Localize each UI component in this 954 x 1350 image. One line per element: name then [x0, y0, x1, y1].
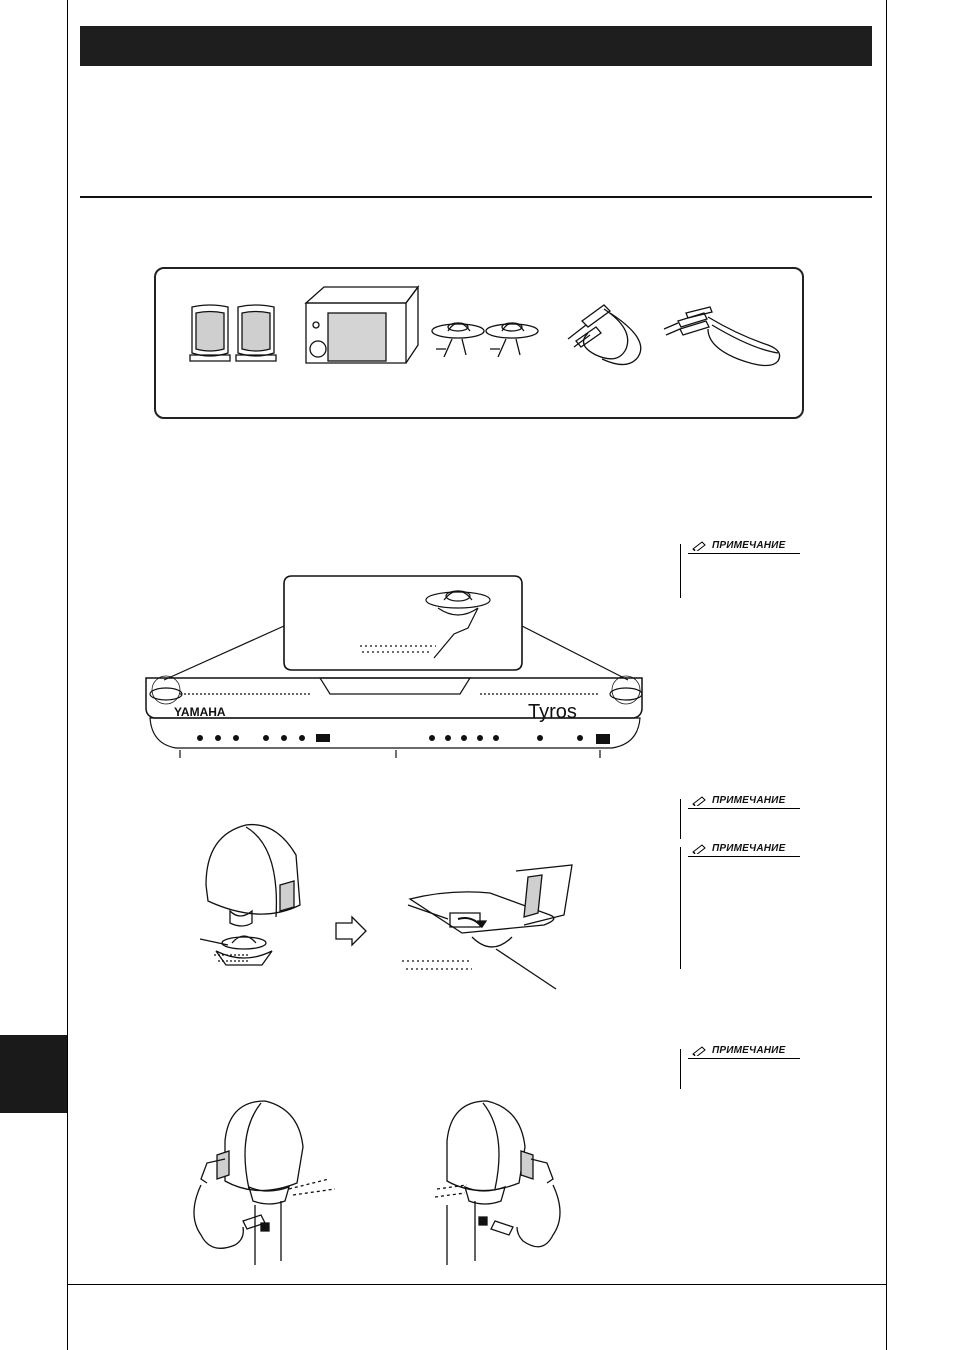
- note-label: ПРИМЕЧАНИЕ: [712, 1045, 786, 1056]
- cable-connection-figure: [185, 1095, 565, 1275]
- keyboard-rear-figure: [140, 570, 650, 775]
- package-contents-box: [154, 267, 804, 419]
- brand-logo: YAMAHA: [174, 705, 226, 719]
- cable-connection-illustration: [185, 1095, 565, 1270]
- note-label: ПРИМЕЧАНИЕ: [712, 795, 786, 806]
- note-1: [680, 540, 820, 554]
- satellite-speakers-icon: [190, 305, 276, 361]
- section-divider: [80, 196, 872, 198]
- speaker-mount-figure: [196, 815, 586, 995]
- note-label: ПРИМЕЧАНИЕ: [712, 843, 786, 854]
- keyboard-rear-illustration: [140, 570, 650, 770]
- note-4: [680, 1045, 820, 1059]
- right-margin-line: [886, 0, 887, 1350]
- pencil-note-icon: [692, 796, 708, 806]
- speaker-mount-illustration: [196, 815, 586, 990]
- model-logo: Tyros: [528, 701, 577, 723]
- pencil-note-icon: [692, 541, 708, 551]
- footer-rule: [67, 1284, 887, 1285]
- note-2: [680, 795, 820, 809]
- pencil-note-icon: [692, 844, 708, 854]
- audio-cable-icon: [664, 307, 780, 366]
- chapter-tab: [0, 1035, 67, 1113]
- package-contents-illustration: [156, 269, 802, 417]
- speaker-stand-icon: [432, 323, 538, 357]
- pencil-note-icon: [692, 1046, 708, 1056]
- note-label: ПРИМЕЧАНИЕ: [712, 540, 786, 551]
- note-3: [680, 843, 820, 857]
- left-margin-line: [67, 0, 68, 1350]
- speaker-cable-icon: [568, 305, 641, 365]
- subwoofer-icon: [306, 287, 418, 363]
- section-title-bar: [80, 26, 872, 66]
